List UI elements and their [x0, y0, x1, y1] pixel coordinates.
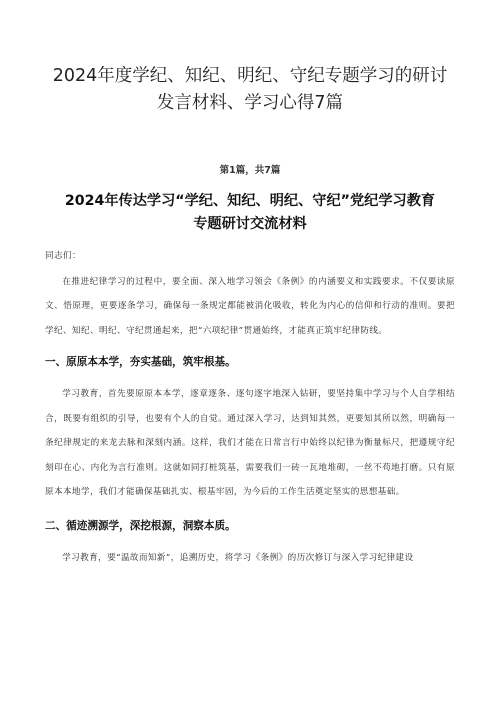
document-title-line-1: 2024年度学纪、知纪、明纪、守纪专题学习的研讨 [52, 66, 448, 86]
document-title [30, 63, 470, 117]
section-1-heading: 一、原原本本学，夯实基础，筑牢根基。 [45, 356, 236, 368]
section-2-paragraph: 学习教育，要“温故而知新”，追溯历史，将学习《条例》的历次修订与深入学习纪律建设 [62, 552, 414, 563]
section-1-paragraph: 学习教育，首先要原原本本学，逐章逐条、逐句逐字地深入钻研，要坚持集中学习与个人自学相结合，既要有组织的引导，也要有个人的自觉。通过深入学习，达到知其然，更要知其所以然，明确每一条纪律规定的来龙去脉和深刻内涵。这样，我们才能在日常言行中始终以纪律为衡量标尺，把遵规守纪刻印在心、内化为言行准则。这就如同打桩筑基，需要我们一砖一瓦地堆砌，一丝不苟地打磨。只有原原本本地学，我们才能确保基础扎实、根基牢固，为今后的工作生活奠定坚实的思想基础。 [45, 389, 455, 497]
intro-paragraph: 在推进纪律学习的过程中，要全面、深入地学习领会《条例》的内涵要义和实践要求。不仅要读原文、悟原理，更要逐条学习，确保每一条规定都能被消化吸收，转化为内心的信仰和行动的准则。要把学纪、知纪、明纪、守纪贯通起来，把“六项纪律”贯通始终，才能真正筑牢纪律防线。 [45, 276, 455, 336]
article-title-line-1: 2024年传达学习“学纪、知纪、明纪、守纪”党纪学习教育 [64, 193, 436, 209]
article-title-line-2: 专题研讨交流材料 [193, 216, 307, 232]
article-title [30, 190, 470, 236]
part-label: 第1篇，共7篇 [219, 165, 281, 176]
article-body [45, 244, 455, 570]
section-2-heading: 二、循迹溯源学，深挖根源，洞察本质。 [45, 519, 236, 532]
document-title-line-2: 发言材料、学习心得7篇 [156, 93, 344, 113]
greeting: 同志们： [45, 251, 81, 261]
